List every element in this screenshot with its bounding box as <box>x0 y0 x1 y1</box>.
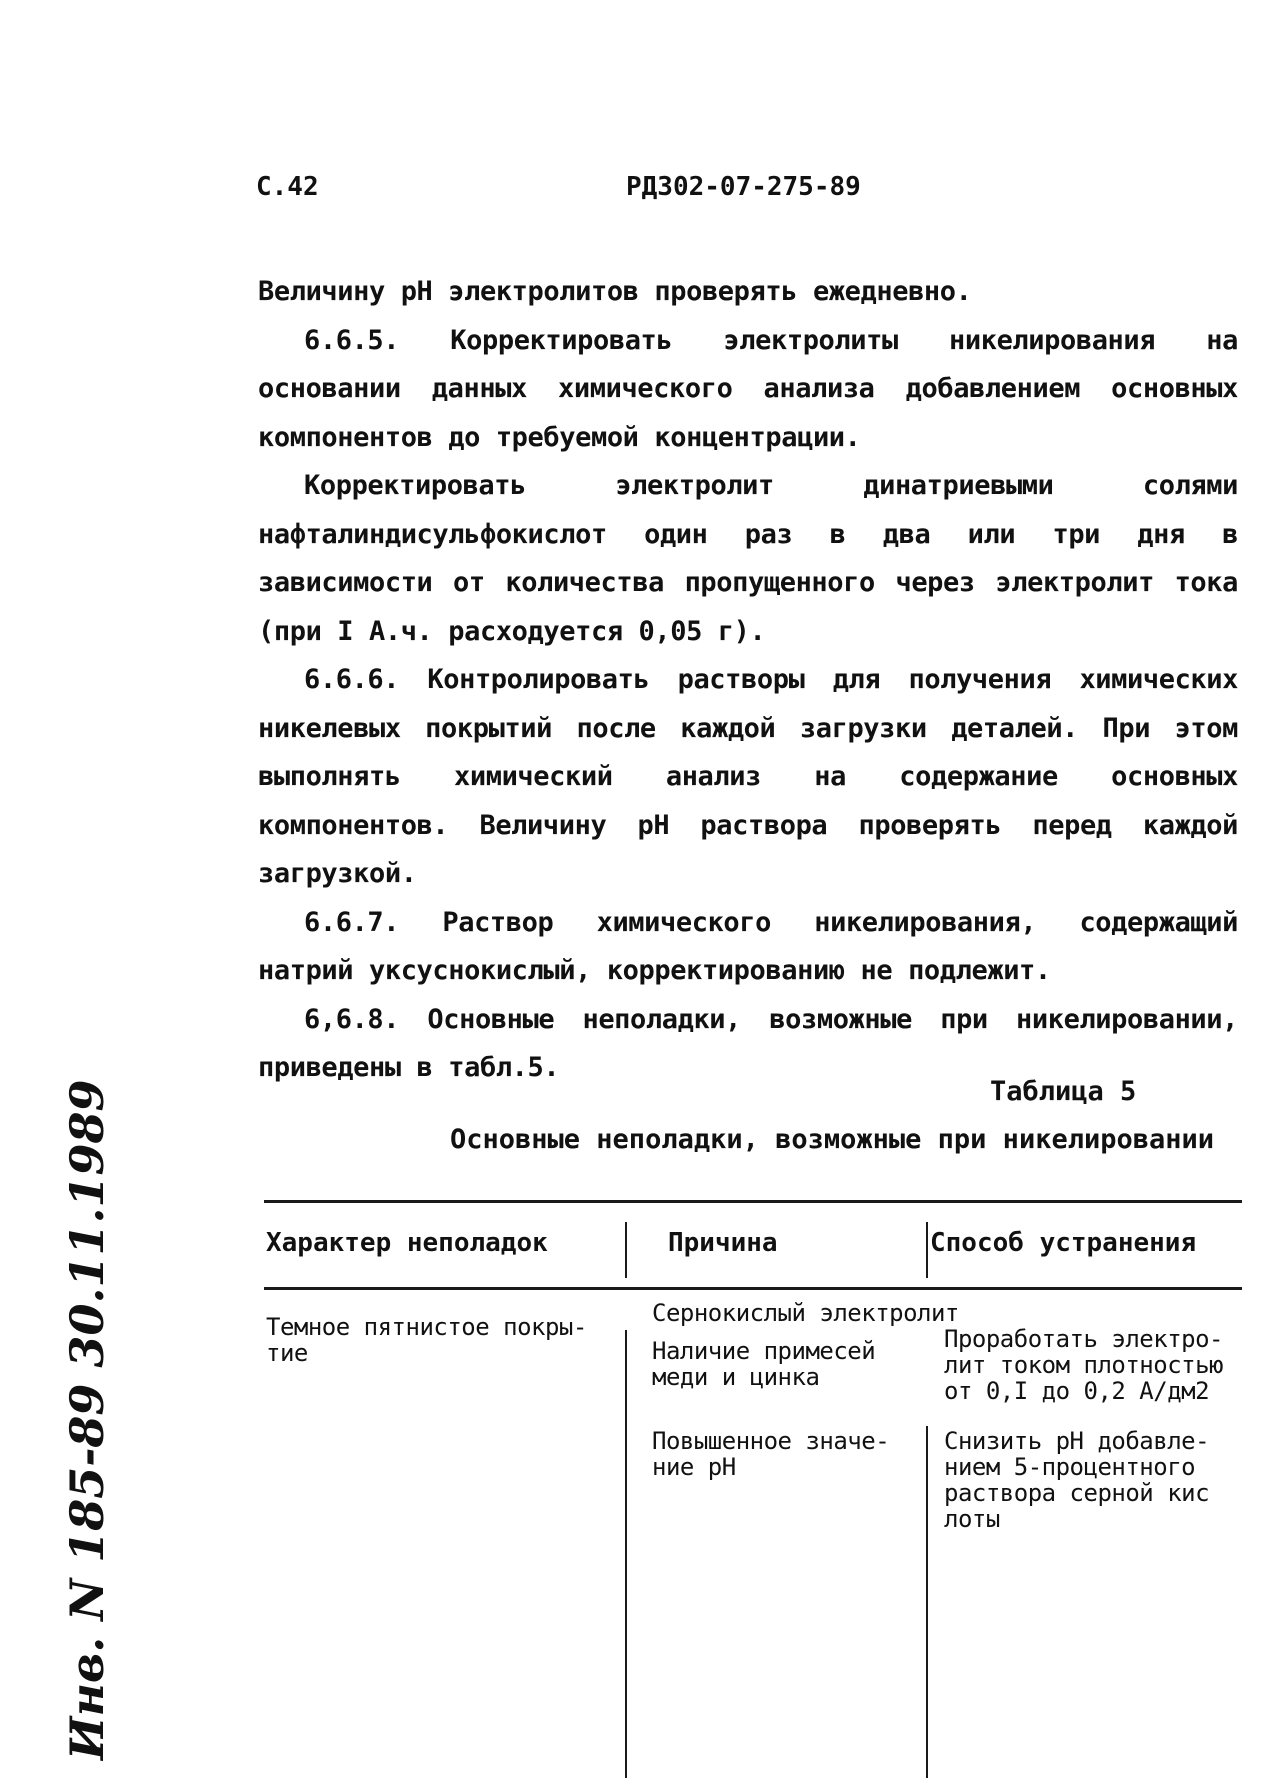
document-code: РД302-07-275-89 <box>626 172 861 202</box>
column-divider <box>625 1222 627 1278</box>
table-number: Таблица 5 <box>990 1076 1137 1107</box>
paragraph: Величину рН электролитов проверять ежедневно. <box>258 276 972 307</box>
paragraph: 6,6.8. Основные неполадки, возможные при никелировании, приведены в табл.5. <box>258 1003 1238 1083</box>
paragraph: 6.6.6. Контролировать растворы для получения химических никелевых покрытий после каждой загрузки деталей. При этом выполнять химический анализ на содержание основных компонентов. Величину рН раствора проверять перед каждой загрузкой. <box>258 664 1238 889</box>
table-caption: Основные неполадки, возможные при никелировании <box>450 1124 1215 1155</box>
electrolyte-group-header: Сернокислый электролит <box>652 1299 959 1327</box>
remedy-cell: Снизить рН добавле- нием 5-процентного раствора серной кис лоты <box>944 1427 1210 1533</box>
paragraph: Корректировать электролит динатриевыми солями нафталиндисульфокислот один раз в два или три дня в зависимости от количества пропущенного через электролит тока (при I А.ч. расходуется 0,05 г). <box>258 470 1238 647</box>
remedy-cell: Проработать электро- лит током плотностью от 0,I до 0,2 А/дм2 <box>944 1325 1223 1405</box>
column-divider <box>625 1330 627 1778</box>
paragraph: 6.6.5. Корректировать электролиты никелирования на основании данных химического анализа добавлением основных компонентов до требуемой концентрации. <box>258 324 1238 453</box>
handwritten-inventory-note: Инв. N 185-89 30.11.1989 <box>60 1079 114 1760</box>
table-top-rule <box>264 1200 1242 1203</box>
page-number: С.42 <box>256 172 319 202</box>
paragraph: 6.6.7. Раствор химического никелирования, содержащий натрий уксуснокислый, корректированию не подлежит. <box>258 906 1238 986</box>
column-header-defect: Характер неполадок <box>266 1228 548 1258</box>
cause-cell: Повышенное значе- ние рН <box>652 1427 890 1481</box>
column-header-remedy: Способ устранения <box>930 1228 1197 1258</box>
table-header-rule <box>264 1287 1242 1290</box>
cause-cell: Наличие примесей меди и цинка <box>652 1337 876 1391</box>
body-text <box>258 268 1238 1093</box>
column-divider <box>926 1222 928 1278</box>
column-divider <box>926 1426 928 1778</box>
defect-cell: Темное пятнистое покры- тие <box>266 1313 587 1367</box>
column-header-cause: Причина <box>668 1228 778 1258</box>
